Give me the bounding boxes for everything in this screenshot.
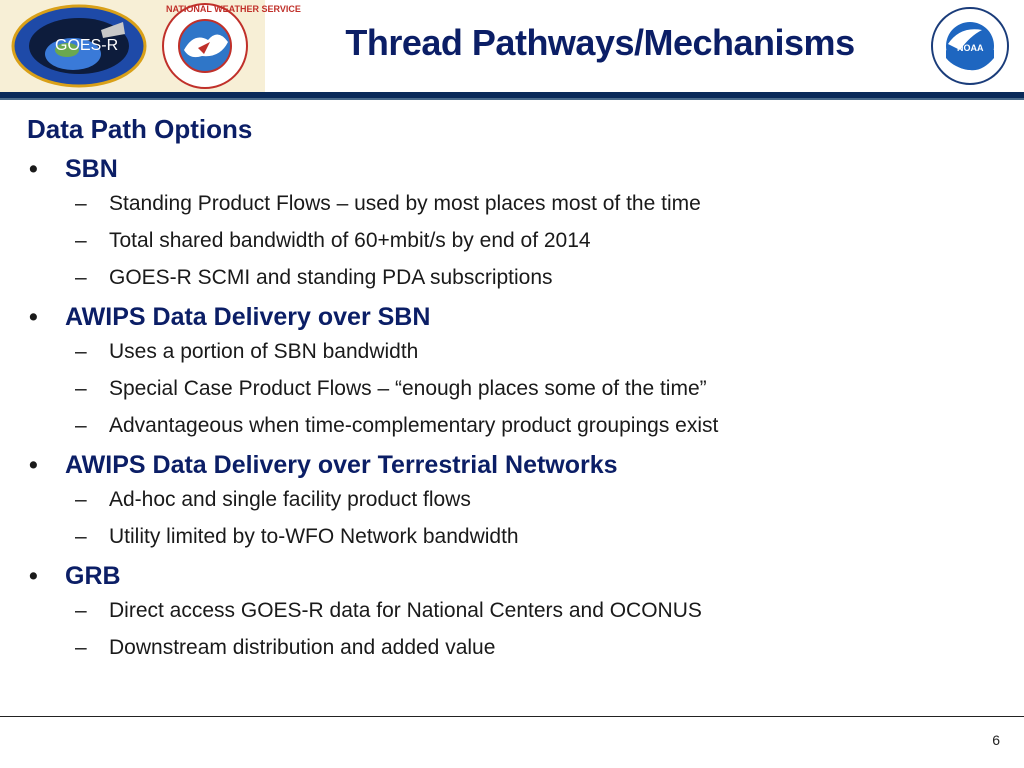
nws-logo xyxy=(158,2,301,90)
dash-glyph: – xyxy=(75,636,87,659)
sub-bullet-item xyxy=(27,192,997,216)
bullet-item xyxy=(27,562,997,591)
sub-bullet-item xyxy=(27,488,997,512)
bullet-item xyxy=(27,303,997,332)
dash-glyph: – xyxy=(75,229,87,252)
bullet-label: GRB xyxy=(65,562,121,590)
noaa-logo xyxy=(930,6,1010,86)
sub-bullet-text: Advantageous when time-complementary product groupings exist xyxy=(109,414,719,437)
sub-bullet-item xyxy=(27,636,997,660)
header-divider-accent xyxy=(0,98,1024,100)
sub-bullet-item xyxy=(27,377,997,401)
dash-glyph: – xyxy=(75,192,87,215)
goes-r-logo-text: GOES-R xyxy=(55,37,119,54)
sub-bullet-text: Downstream distribution and added value xyxy=(109,636,496,659)
bullet-glyph: • xyxy=(29,155,38,183)
bullet-item xyxy=(27,451,997,480)
sub-bullet-text: Uses a portion of SBN bandwidth xyxy=(109,340,419,363)
sub-bullet-text: GOES-R SCMI and standing PDA subscriptions xyxy=(109,266,553,289)
sub-bullet-item xyxy=(27,414,997,438)
dash-glyph: – xyxy=(75,525,87,548)
sub-bullet-text: Special Case Product Flows – “enough places some of the time” xyxy=(109,377,707,400)
slide-body xyxy=(27,114,997,673)
dash-glyph: – xyxy=(75,414,87,437)
page-number: 6 xyxy=(992,732,1000,748)
sub-bullet-item xyxy=(27,266,997,290)
slide-title: Thread Pathways/Mechanisms xyxy=(345,22,855,63)
bullet-label: SBN xyxy=(65,155,118,183)
sub-bullet-item xyxy=(27,599,997,623)
footer-divider xyxy=(0,716,1024,717)
bullet-item xyxy=(27,155,997,184)
bullet-label: AWIPS Data Delivery over Terrestrial Networks xyxy=(65,451,618,479)
bullet-glyph: • xyxy=(29,562,38,590)
sub-bullet-text: Standing Product Flows – used by most places most of the time xyxy=(109,192,701,215)
sub-bullet-text: Ad-hoc and single facility product flows xyxy=(109,488,471,511)
bullet-label: AWIPS Data Delivery over SBN xyxy=(65,303,431,331)
dash-glyph: – xyxy=(75,488,87,511)
sub-bullet-text: Direct access GOES-R data for National Centers and OCONUS xyxy=(109,599,702,622)
dash-glyph: – xyxy=(75,377,87,400)
goes-r-logo xyxy=(11,4,147,88)
sub-bullet-item xyxy=(27,340,997,364)
sub-bullet-item xyxy=(27,229,997,253)
dash-glyph: – xyxy=(75,340,87,363)
nws-logo-text: NATIONAL WEATHER SERVICE xyxy=(166,4,301,14)
sub-bullet-text: Total shared bandwidth of 60+mbit/s by end of 2014 xyxy=(109,229,591,252)
slide-header xyxy=(0,0,1024,92)
noaa-logo-text: NOAA xyxy=(957,43,984,53)
dash-glyph: – xyxy=(75,599,87,622)
sub-bullet-item xyxy=(27,525,997,549)
section-heading: Data Path Options xyxy=(27,114,253,144)
bullet-glyph: • xyxy=(29,451,38,479)
bullet-glyph: • xyxy=(29,303,38,331)
dash-glyph: – xyxy=(75,266,87,289)
sub-bullet-text: Utility limited by to-WFO Network bandwidth xyxy=(109,525,519,548)
bullet-list xyxy=(27,155,997,660)
